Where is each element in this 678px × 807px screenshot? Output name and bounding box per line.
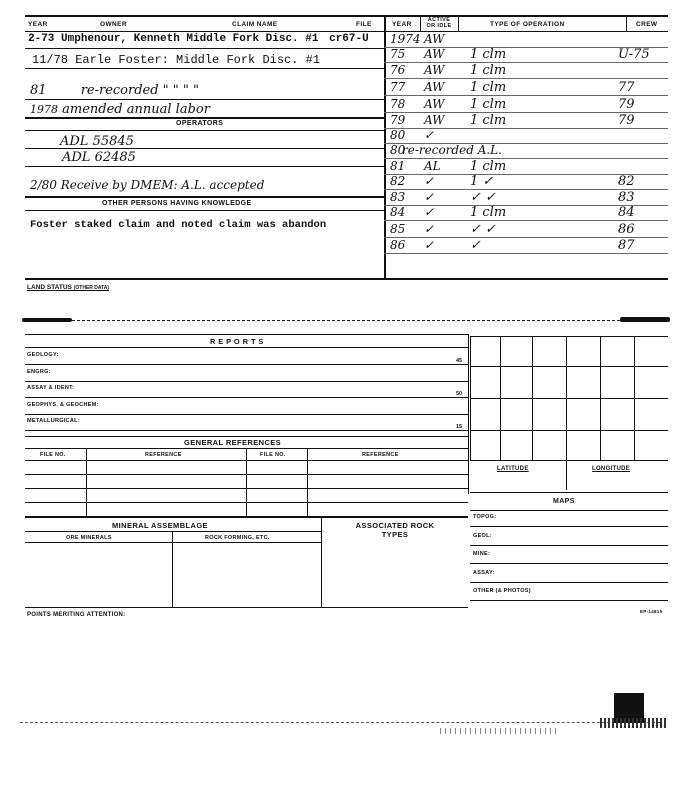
activity-operation: 1 clm	[470, 97, 507, 112]
activity-year: 84	[390, 205, 406, 219]
activity-year-header: YEAR	[392, 21, 412, 28]
activity-operation: 1 clm	[470, 63, 507, 78]
activity-year: 79	[390, 113, 406, 127]
operator-2: ADL 62485	[62, 150, 136, 165]
activity-operation: ✓	[470, 238, 481, 253]
activity-operation: 1 clm	[470, 159, 507, 174]
activity-crew: 79	[618, 97, 635, 112]
claim-text: amended annual labor	[62, 102, 210, 117]
active-idle-header: ACTIVE OR IDLE	[426, 17, 452, 29]
operators-label: OPERATORS	[176, 120, 224, 127]
activity-year: 81	[390, 159, 406, 173]
map-row-label: GEOL:	[473, 532, 492, 539]
activity-status: AL	[424, 159, 441, 173]
activity-operation: ✓ ✓	[470, 222, 496, 237]
activity-year: 80	[390, 143, 406, 157]
activity-crew: 87	[618, 238, 635, 253]
claim-row-3	[30, 83, 199, 98]
report-row-number: 15	[456, 424, 463, 430]
activity-operation: 1 clm	[470, 80, 507, 95]
activity-status: AW	[424, 32, 445, 46]
activity-status: ✓	[424, 222, 435, 236]
associated-rock-types: ASSOCIATED ROCK TYPES	[355, 521, 435, 539]
report-row-label: ENGRG:	[27, 368, 51, 375]
ref-col-reference-2: REFERENCE	[362, 452, 399, 458]
claim-text: Earle Foster: Middle Fork Disc. #1	[75, 53, 321, 67]
activity-year: 76	[390, 63, 406, 77]
activity-year: 78	[390, 97, 406, 111]
activity-status: ✓	[424, 128, 435, 142]
dmem-note: 2/80 Receive by DMEM: A.L. accepted	[30, 178, 265, 192]
claim-file: cr67-U	[329, 33, 369, 45]
report-row-label: GEOLOGY:	[27, 352, 59, 358]
owner-header: OWNER	[100, 21, 127, 28]
mineral-assemblage-title: MINERAL ASSEMBLAGE	[112, 521, 208, 530]
location-grid	[470, 336, 668, 460]
ref-col-reference-1: REFERENCE	[145, 452, 182, 458]
crew-header: CREW	[636, 21, 658, 28]
claim-text: re-recorded " " " "	[80, 83, 200, 98]
map-row-label: OTHER (& PHOTOS)	[473, 588, 531, 594]
rock-forming-label: ROCK FORMING, ETC.	[205, 535, 270, 541]
report-row-label: METALLURGICAL:	[27, 418, 80, 424]
activity-status: ✓	[424, 190, 435, 204]
activity-crew: 84	[618, 205, 635, 220]
claim-text: Umphenour, Kenneth Middle Fork Disc. #1	[61, 33, 319, 45]
longitude-label: LONGITUDE	[592, 466, 631, 472]
activity-operation: 1 ✓	[470, 174, 494, 189]
operator-1: ADL 55845	[60, 134, 134, 149]
claim-name-header: CLAIM NAME	[232, 21, 278, 28]
activity-status: AW	[424, 47, 445, 61]
ref-col-file-no-2: FILE NO.	[260, 452, 286, 458]
report-row-number: 45	[456, 358, 463, 364]
other-persons-label: OTHER PERSONS HAVING KNOWLEDGE	[102, 200, 252, 207]
file-header: FILE	[356, 21, 372, 28]
other-persons-text: Foster staked claim and noted claim was abandon	[30, 219, 327, 231]
general-references-title: GENERAL REFERENCES	[184, 438, 282, 447]
activity-status: AW	[424, 63, 445, 77]
activity-year: 82	[390, 174, 406, 188]
claim-year: 2-73	[28, 33, 55, 45]
map-row-label: ASSAY:	[473, 569, 495, 576]
activity-status: AW	[424, 97, 445, 111]
latitude-label: LATITUDE	[497, 466, 529, 472]
activity-status: ✓	[424, 205, 435, 219]
activity-crew: U-75	[618, 47, 650, 62]
activity-year: 75	[390, 47, 406, 61]
report-row-label: GEOPHYS. & GEOCHEM:	[27, 401, 99, 408]
reports-title: R E P O R T S	[210, 337, 264, 346]
claim-row-1	[28, 33, 369, 45]
activity-status: ✓	[424, 238, 435, 252]
report-row-number: 50	[456, 391, 463, 397]
activity-status: AW	[424, 80, 445, 94]
claim-row-4	[30, 102, 210, 117]
activity-crew: 83	[618, 190, 635, 205]
land-status: LAND STATUS (OTHER DATA)	[27, 284, 110, 291]
ore-minerals-label: ORE MINERALS	[66, 535, 112, 541]
activity-year: 77	[390, 80, 406, 94]
activity-status: re-recorded A.L.	[402, 143, 502, 157]
activity-operation: 1 clm	[470, 47, 507, 62]
report-row-label: ASSAY & IDENT:	[27, 385, 75, 391]
claim-row-2	[32, 53, 320, 67]
maps-title: MAPS	[553, 498, 575, 505]
claim-year: 1978	[30, 103, 58, 116]
activity-year: 1974	[390, 32, 421, 46]
activity-crew: 86	[618, 222, 635, 237]
claim-year: 11/78	[32, 53, 69, 67]
points-meriting-attention: POINTS MERITING ATTENTION:	[27, 612, 126, 618]
activity-operation: ✓ ✓	[470, 190, 496, 205]
form-number: EP-14815	[640, 609, 663, 614]
activity-crew: 79	[618, 113, 635, 128]
activity-year: 86	[390, 238, 406, 252]
activity-crew: 77	[618, 80, 635, 95]
activity-status: AW	[424, 113, 445, 127]
ref-col-file-no-1: FILE NO.	[40, 452, 66, 458]
activity-operation: 1 clm	[470, 113, 507, 128]
map-row-label: MINE:	[473, 551, 491, 557]
activity-year: 85	[390, 222, 406, 236]
activity-crew: 82	[618, 174, 635, 189]
type-of-operation-header: TYPE OF OPERATION	[490, 21, 565, 28]
claim-year-header: YEAR	[28, 21, 48, 28]
activity-year: 83	[390, 190, 406, 204]
map-row-label: TOPOG:	[473, 514, 497, 520]
activity-year: 80	[390, 128, 406, 142]
activity-operation: 1 clm	[470, 205, 507, 220]
activity-status: ✓	[424, 174, 435, 188]
claim-year: 81	[30, 83, 47, 98]
